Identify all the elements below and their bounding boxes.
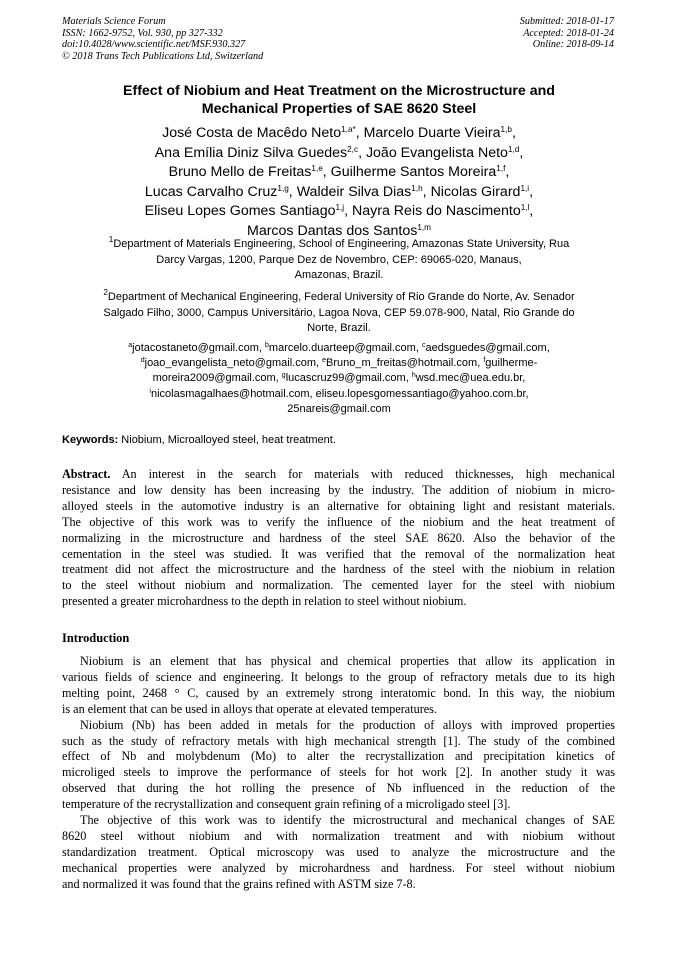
abstract-line: presented a greater microhardness to the depth in relation to steel without niobium. (62, 594, 467, 609)
email-address: eliseu.lopesgomessantiago@yahoo.com.br (315, 387, 526, 400)
email-line: $^d$joao_evangelista_neto@gmail.com, $^e$Bruno_m_freitas@hotmail.com, $^f$guilherme- (140, 357, 538, 370)
author-name: Marcos Dantas dos Santos (247, 222, 418, 239)
abstract-line: Abstract. An interest in the search for materials with reduced thicknesses, high mechanical (62, 467, 615, 481)
online-date: Online: 2018-09-14 (532, 39, 614, 51)
author-name: Guilherme Santos Moreira (330, 164, 497, 181)
keywords (62, 433, 336, 447)
affiliation-number: 1 (108, 235, 114, 244)
email-address: guilherme- (485, 357, 538, 370)
paragraph-line: effect of Nb and molybdenum (Mo) to alter the recrystallization and precipitation kinetics of (62, 749, 615, 764)
author-affil-sup: 1,i (520, 183, 530, 193)
paragraph-line: such as the study of refractory metals with high mechanical strength [1]. The study of the combined (62, 733, 615, 748)
section-heading-introduction: Introduction (62, 631, 130, 645)
author-name: Waldeir Silva Dias (296, 183, 412, 200)
author-name: Lucas Carvalho Cruz (144, 183, 278, 200)
paragraph-line: microliged steels to improve the performance of steels for hot work [2]. In another study it was (62, 765, 615, 780)
submitted-date: Submitted: 2018-01-17 (519, 16, 614, 27)
paragraph-line: mechanical properties were analyzed by microhardness and hardness. For steel without niobium (62, 860, 615, 875)
paragraph-line: standardization treatment. Optical microscopy was used to analyze the microstructure and the (62, 844, 615, 859)
affiliation-line: $^1$Department of Materials Engineering, School of Engineering, Amazonas State University, Rua (108, 235, 570, 250)
author-affil-sup: 1,l (520, 203, 530, 213)
author-affil-sup: 1,e (311, 164, 323, 174)
paragraph-line: melting point, 2468 ° C, caused by an extremely strong interatomic bond. In this way, the niobium (62, 685, 615, 700)
affiliation-line: Darcy Vargas, 1200, Parque Dez de Novembro, CEP: 69065-020, Manaus, (156, 253, 522, 266)
abstract-line: alloyed steels in the automotive industry is an alternative for obtaining light and resistant materials. (62, 498, 615, 513)
affiliation-2 (62, 290, 616, 337)
email-address: lucascruz99@gmail.com (285, 372, 406, 385)
author-affil-sup: 1,d (507, 144, 520, 154)
journal-copyright: © 2018 Trans Tech Publications Ltd, Switzerland (62, 50, 264, 62)
abstract-line: resistance and low density has been increasing by the industry. The addition of niobium in micro- (62, 482, 615, 497)
abstract-line: to the steel without niobium and normalization. The cemented layer for the steel with niobium (62, 578, 615, 593)
affiliation-1 (62, 237, 616, 284)
title-line: Effect of Niobium and Heat Treatment on the Microstructure and (123, 83, 555, 99)
author-affil-sup: 2,c (347, 144, 359, 154)
affiliation-number: 2 (103, 288, 108, 297)
author-line: José Costa de Macêdo Neto$^{1,a*}$, Marcelo Duarte Vieira$^{1,b}$, (162, 125, 516, 141)
author-line: Ana Emília Diniz Silva Guedes$^{2,c}$, João Evangelista Neto$^{1,d}$, (154, 144, 524, 161)
paragraph-line: Niobium is an element that has physical and chemical properties that allow its application in (80, 654, 615, 668)
abstract-line: treatment did not affect the microstructure and the hardness of the steel with the niobium in relation (62, 562, 615, 577)
author-affil-sup: 1,h (411, 183, 423, 193)
author-line: Lucas Carvalho Cruz$^{1,g}$, Waldeir Silva Dias$^{1,h}$, Nicolas Girard$^{1,i}$, (144, 183, 534, 200)
email-address: nicolasmagalhaes@hotmail.com (150, 387, 310, 400)
author-name: José Costa de Macêdo Neto (162, 125, 342, 141)
email-line (62, 402, 616, 417)
email-list (62, 341, 616, 417)
email-address: jotacostaneto@gmail.com (132, 342, 259, 354)
email-address: marcelo.duarteep@gmail.com (268, 342, 416, 354)
affiliation-line: Norte, Brazil. (307, 322, 371, 335)
author-name: Marcelo Duarte Vieira (363, 125, 501, 141)
affiliation-line: $^2$Department of Mechanical Engineering, Federal University of Rio Grande do Norte, Av. Senador (103, 288, 575, 303)
paragraph-line: is an element that can be used in alloys that operate at elevated temperatures. (62, 701, 437, 716)
introduction-body (62, 654, 615, 893)
author-line: Eliseu Lopes Gomes Santiago$^{1,j}$, Nayra Reis do Nascimento$^{1,l}$, (144, 203, 534, 220)
author-name: Nicolas Girard (430, 183, 521, 200)
email-address: wsd.mec@uea.edu.br (415, 372, 523, 385)
email-line: $^i$nicolasmagalhaes@hotmail.com, eliseu.lopesgomessantiago@yahoo.com.br, (149, 387, 529, 400)
abstract-label: Abstract. (62, 467, 111, 481)
author-name: Bruno Mello de Freitas (168, 164, 312, 181)
author-affil-sup: 1,b (500, 125, 512, 134)
email-address: 25nareis@gmail.com (287, 402, 391, 415)
author-affil-sup: 1,f (496, 164, 506, 174)
affiliation-line: Amazonas, Brazil. (294, 269, 384, 282)
author-affil-sup: 1,m (417, 222, 431, 232)
title-line: Mechanical Properties of SAE 8620 Steel (201, 101, 477, 117)
abstract-line: normalizing in the microstructure and hardness of the steel SAE 8620. Also the behavior of the (62, 530, 615, 545)
paragraph-line: observed that during the hot rolling the presence of Nb influenced in the reduction of the (62, 781, 615, 796)
keywords-label: Keywords: (62, 434, 119, 446)
author-list (62, 124, 616, 242)
paragraph-line: various fields of science and engineering. It belongs to the group of refractory metals due to its high (62, 669, 615, 684)
submission-dates (520, 16, 614, 51)
author-name: Ana Emília Diniz Silva Guedes (154, 144, 348, 161)
abstract-line: The objective of this work was to verify the influence of the niobium and the heat treatment of (62, 514, 615, 529)
paragraph-line: The objective of this work was to identify the microstructural and mechanical changes of SAE (80, 813, 615, 828)
paper-title (62, 82, 616, 118)
author-affil-sup: 1,j (335, 203, 345, 213)
abstract-line: cementation in the steel was studied. It was verified that the removal of the normalization heat (62, 546, 615, 561)
accepted-date: Accepted: 2018-01-24 (523, 27, 614, 39)
author-name: João Evangelista Neto (365, 144, 508, 161)
email-address: aedsguedes@gmail.com (425, 342, 547, 354)
paragraph-line: 8620 steel without niobium and with normalization treatment and with niobium without (62, 828, 615, 843)
paragraph-line: temperature of the recrystallization and consequent grain refining of a microligado steel [3]. (62, 797, 511, 812)
paragraph-line: and normalized it was found that the grains refined with ASTM size 7-8. (62, 876, 416, 891)
journal-info (62, 16, 263, 62)
author-line: Bruno Mello de Freitas$^{1,e}$, Guilherme Santos Moreira$^{1,f}$, (168, 164, 510, 181)
author-affil-sup: 1,a* (341, 125, 356, 134)
author-name: Nayra Reis do Nascimento (352, 203, 521, 220)
email-line: $^a$jotacostaneto@gmail.com, $^b$marcelo.duarteep@gmail.com, $^c$aedsguedes@gmail.com, (128, 342, 550, 354)
paragraph-line: Niobium (Nb) has been added in metals for the production of alloys with improved properties (80, 717, 615, 732)
email-address: joao_evangelista_neto@gmail.com (144, 357, 317, 370)
journal-doi: doi:10.4028/www.scientific.net/MSF.930.327 (62, 39, 246, 51)
journal-name: Materials Science Forum (62, 16, 166, 27)
email-line: moreira2009@gmail.com, $^g$lucascruz99@gmail.com, $^h$wsd.mec@uea.edu.br, (152, 372, 526, 385)
affiliation-line: Salgado Filho, 3000, Campus Universitário, Lagoa Nova, CEP 59.078-900, Natal, Rio Grande do (103, 306, 575, 319)
abstract (62, 467, 615, 610)
email-address: moreira2009@gmail.com (152, 372, 276, 385)
email-address: Bruno_m_freitas@hotmail.com (326, 357, 478, 370)
journal-issn: ISSN: 1662-9752, Vol. 930, pp 327-332 (62, 27, 223, 39)
author-name: Eliseu Lopes Gomes Santiago (144, 203, 336, 220)
author-affil-sup: 1,g (277, 183, 289, 193)
keywords-text: Niobium, Microalloyed steel, heat treatment. (118, 434, 336, 446)
